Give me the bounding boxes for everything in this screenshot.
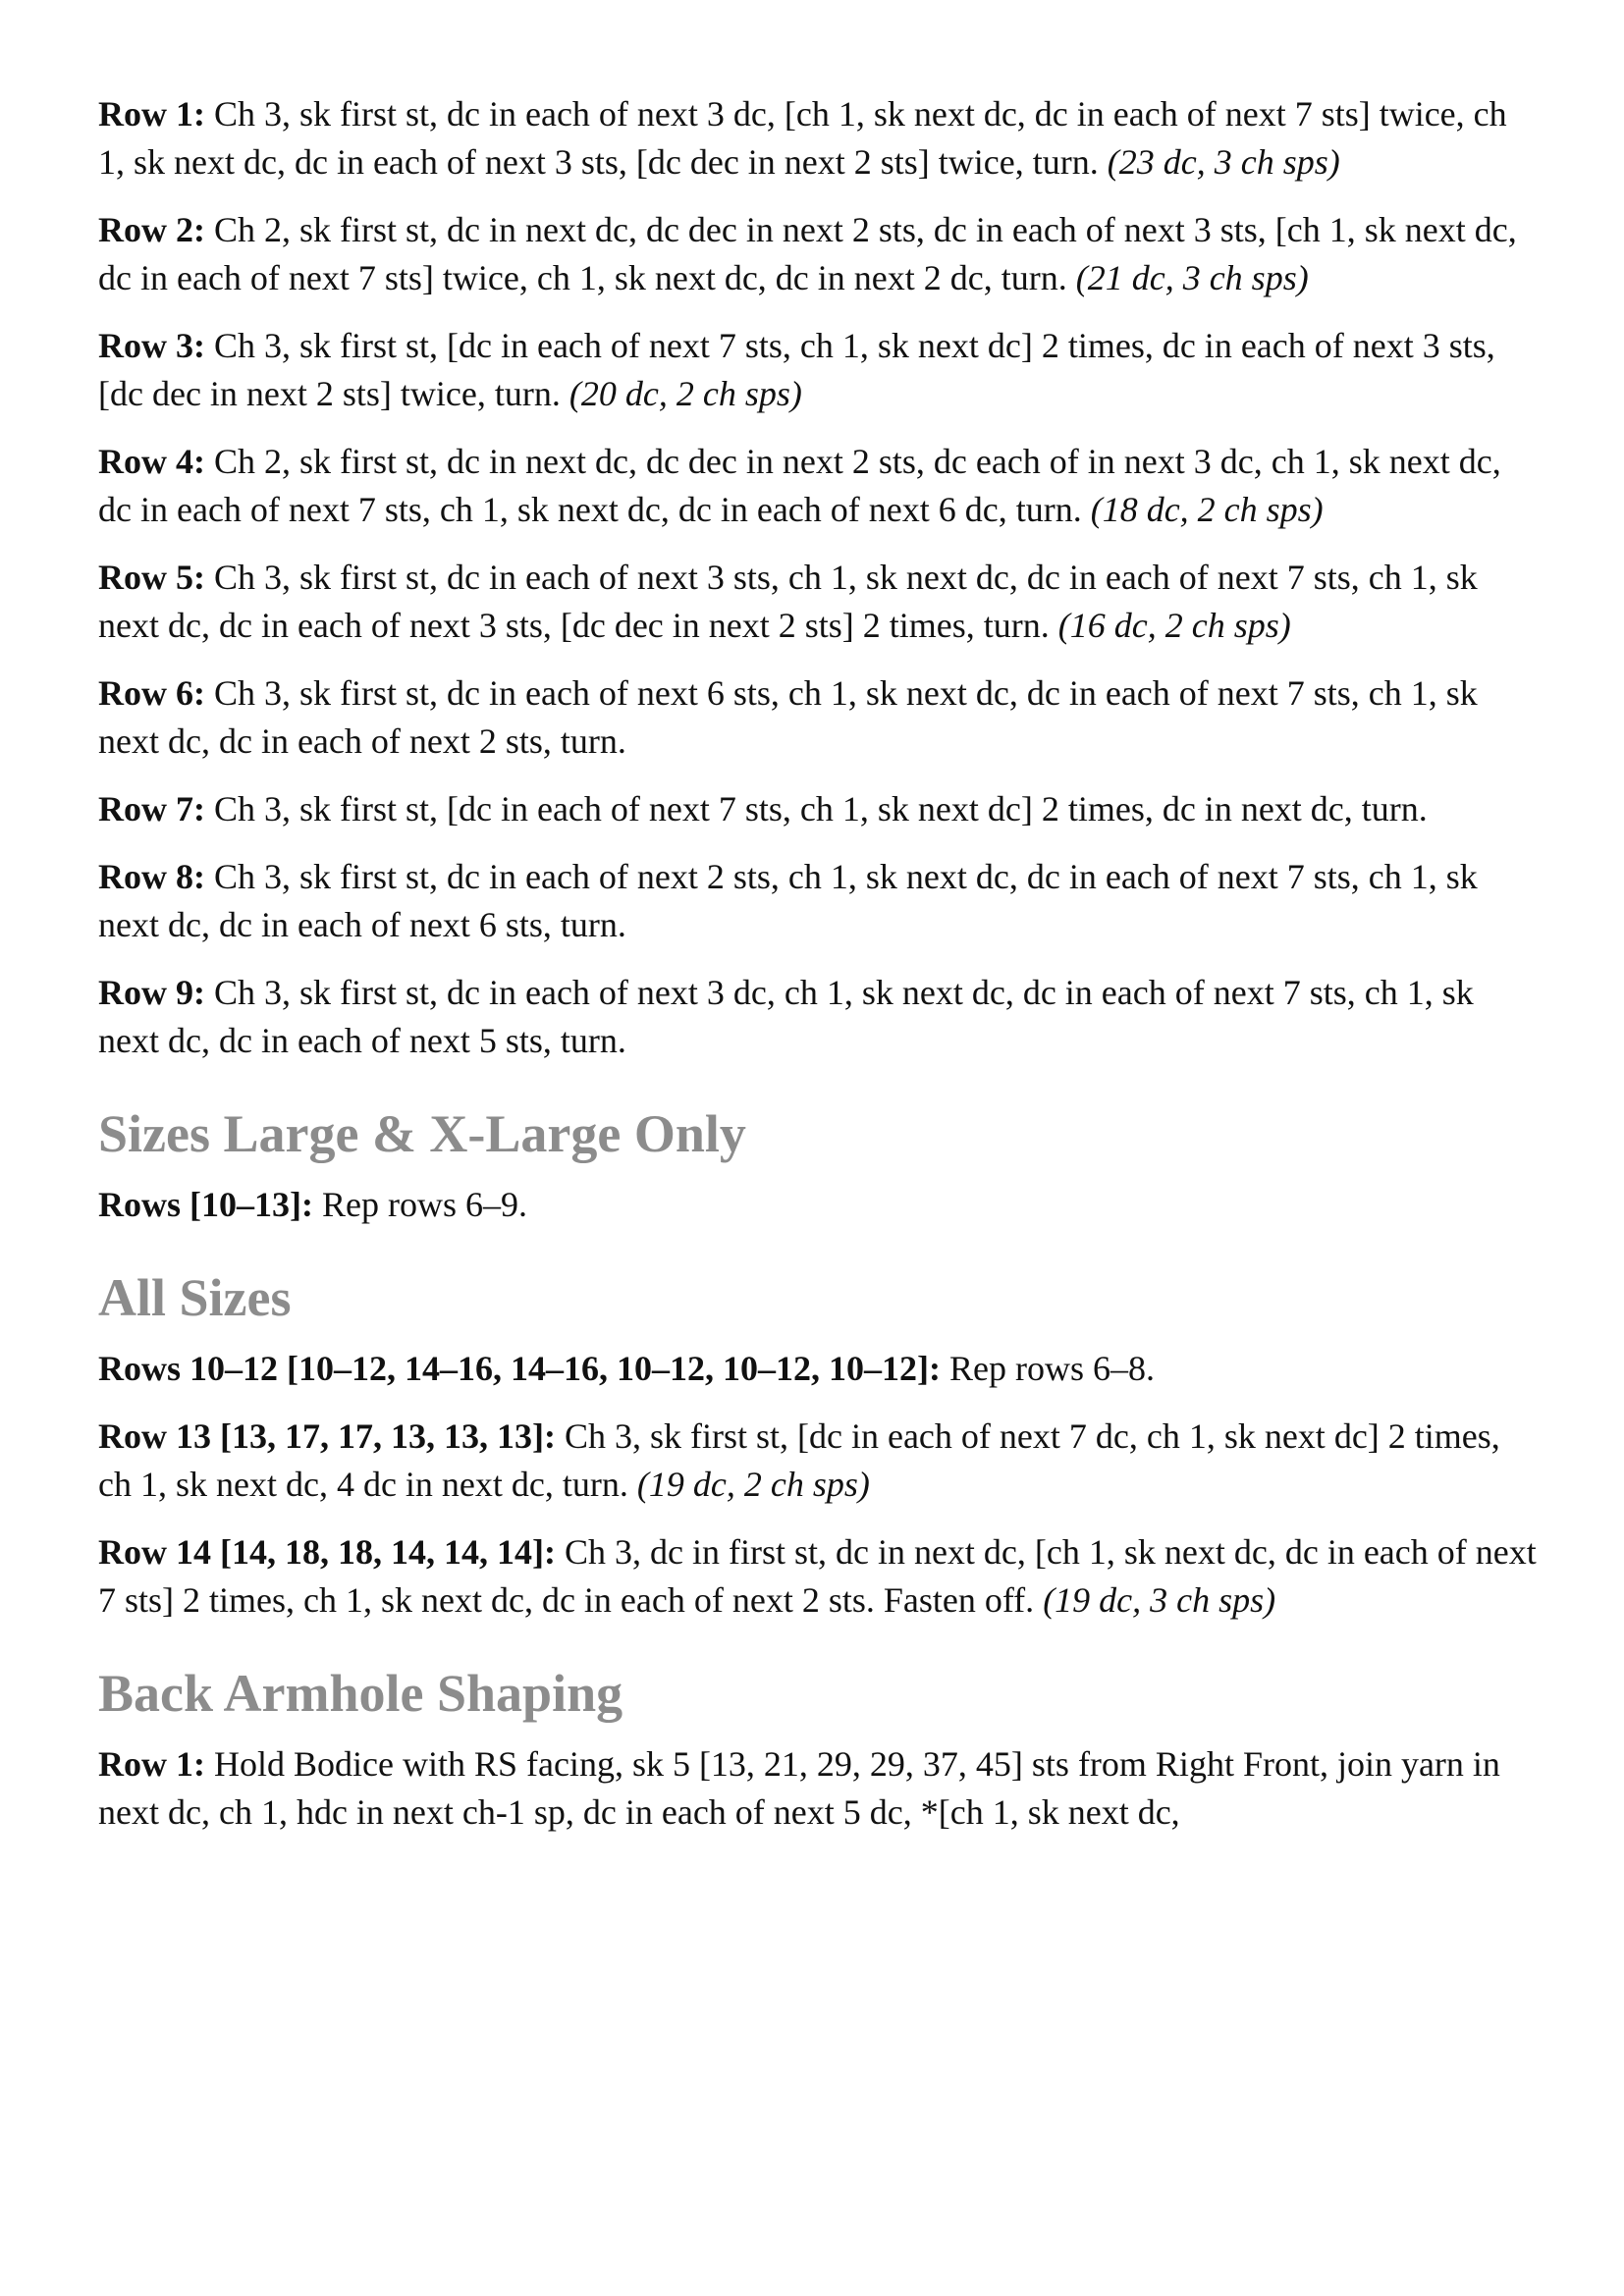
row-text: Ch 3, sk first st, [dc in each of next 7 sts, ch 1, sk next dc] 2 times, dc in each of next 3 sts, [dc dec in next 2 sts] twice, turn. bbox=[98, 326, 1495, 413]
row-instruction bbox=[98, 438, 1542, 534]
row-instruction bbox=[98, 206, 1542, 302]
row-instruction bbox=[98, 1413, 1542, 1509]
row-instruction bbox=[98, 785, 1542, 833]
row-instruction bbox=[98, 1181, 1542, 1229]
rows-block-all-sizes bbox=[98, 1345, 1542, 1625]
row-text: Rep rows 6–8. bbox=[940, 1349, 1155, 1388]
row-text: Ch 2, sk first st, dc in next dc, dc dec in next 2 sts, dc in each of next 3 sts, [ch 1, sk next dc, dc in each of next 7 sts] twice, ch 1, sk next dc, dc in next 2 dc, turn. bbox=[98, 210, 1517, 297]
row-instruction bbox=[98, 322, 1542, 418]
row-label: Row 3: bbox=[98, 326, 205, 365]
row-text: Ch 2, sk first st, dc in next dc, dc dec in next 2 sts, dc each of in next 3 dc, ch 1, sk next dc, dc in each of next 7 sts, ch 1, sk next dc, dc in each of next 6 dc, turn. bbox=[98, 442, 1501, 529]
row-instruction bbox=[98, 853, 1542, 949]
row-label: Row 8: bbox=[98, 857, 205, 896]
row-text: Ch 3, sk first st, dc in each of next 6 sts, ch 1, sk next dc, dc in each of next 7 sts, ch 1, sk next dc, dc in each of next 2 sts, turn. bbox=[98, 673, 1478, 761]
row-label: Row 7: bbox=[98, 789, 205, 828]
section-heading-large-sizes: Sizes Large & X-Large Only bbox=[98, 1104, 746, 1163]
stitch-count-note: (20 dc, 2 ch sps) bbox=[568, 374, 802, 413]
stitch-count-note: (19 dc, 3 ch sps) bbox=[1043, 1580, 1276, 1620]
row-instruction bbox=[98, 1345, 1542, 1393]
pattern-document bbox=[98, 90, 1542, 1856]
row-instruction bbox=[98, 1528, 1542, 1625]
row-instruction bbox=[98, 554, 1542, 650]
row-instruction bbox=[98, 669, 1542, 766]
row-text: Ch 3, sk first st, dc in each of next 3 dc, [ch 1, sk next dc, dc in each of next 7 sts] twice, ch 1, sk next dc, dc in each of next 3 sts, [dc dec in next 2 sts] twice, turn. bbox=[98, 94, 1507, 182]
row-label: Row 9: bbox=[98, 973, 205, 1012]
rows-block-large-sizes bbox=[98, 1181, 1542, 1229]
row-label: Row 5: bbox=[98, 558, 205, 597]
row-text: Ch 3, sk first st, dc in each of next 2 sts, ch 1, sk next dc, dc in each of next 7 sts, ch 1, sk next dc, dc in each of next 6 sts, turn. bbox=[98, 857, 1478, 944]
row-text: Ch 3, sk first st, dc in each of next 3 dc, ch 1, sk next dc, dc in each of next 7 sts, ch 1, sk next dc, dc in each of next 5 sts, turn. bbox=[98, 973, 1474, 1060]
row-label: Row 14 [14, 18, 18, 14, 14, 14]: bbox=[98, 1532, 556, 1572]
row-label: Rows 10–12 [10–12, 14–16, 14–16, 10–12, 10–12, 10–12]: bbox=[98, 1349, 941, 1388]
rows-block-1 bbox=[98, 90, 1542, 1065]
row-instruction bbox=[98, 90, 1542, 187]
row-label: Row 13 [13, 17, 17, 13, 13, 13]: bbox=[98, 1416, 556, 1456]
stitch-count-note: (19 dc, 2 ch sps) bbox=[636, 1465, 870, 1504]
row-label: Row 1: bbox=[98, 1744, 205, 1784]
row-text: Ch 3, sk first st, dc in each of next 3 sts, ch 1, sk next dc, dc in each of next 7 sts, ch 1, sk next dc, dc in each of next 3 sts, [dc dec in next 2 sts] 2 times, turn. bbox=[98, 558, 1478, 645]
section-heading-back-armhole: Back Armhole Shaping bbox=[98, 1664, 623, 1723]
row-instruction bbox=[98, 1740, 1542, 1837]
row-text: Ch 3, dc in first st, dc in next dc, [ch 1, sk next dc, dc in each of next 7 sts] 2 times, ch 1, sk next dc, dc in each of next 2 sts. Fasten off. bbox=[98, 1532, 1537, 1620]
row-label: Row 2: bbox=[98, 210, 205, 249]
stitch-count-note: (23 dc, 3 ch sps) bbox=[1107, 142, 1340, 182]
row-label: Row 4: bbox=[98, 442, 205, 481]
row-instruction bbox=[98, 969, 1542, 1065]
stitch-count-note: (16 dc, 2 ch sps) bbox=[1057, 606, 1291, 645]
row-text: Hold Bodice with RS facing, sk 5 [13, 21, 29, 29, 37, 45] sts from Right Front, join yarn in next dc, ch 1, hdc in next ch-1 sp, dc in each of next 5 dc, *[ch 1, sk next dc, bbox=[98, 1744, 1500, 1832]
row-text: Rep rows 6–9. bbox=[312, 1185, 527, 1224]
row-text: Ch 3, sk first st, [dc in each of next 7 dc, ch 1, sk next dc] 2 times, ch 1, sk next dc, 4 dc in next dc, turn. bbox=[98, 1416, 1500, 1504]
row-label: Row 1: bbox=[98, 94, 205, 133]
row-label: Row 6: bbox=[98, 673, 205, 713]
stitch-count-note: (21 dc, 3 ch sps) bbox=[1075, 258, 1309, 297]
rows-block-back-armhole bbox=[98, 1740, 1542, 1837]
row-label: Rows [10–13]: bbox=[98, 1185, 313, 1224]
stitch-count-note: (18 dc, 2 ch sps) bbox=[1090, 490, 1324, 529]
section-heading-all-sizes: All Sizes bbox=[98, 1268, 292, 1327]
row-text: Ch 3, sk first st, [dc in each of next 7 sts, ch 1, sk next dc] 2 times, dc in next dc, turn. bbox=[204, 789, 1428, 828]
